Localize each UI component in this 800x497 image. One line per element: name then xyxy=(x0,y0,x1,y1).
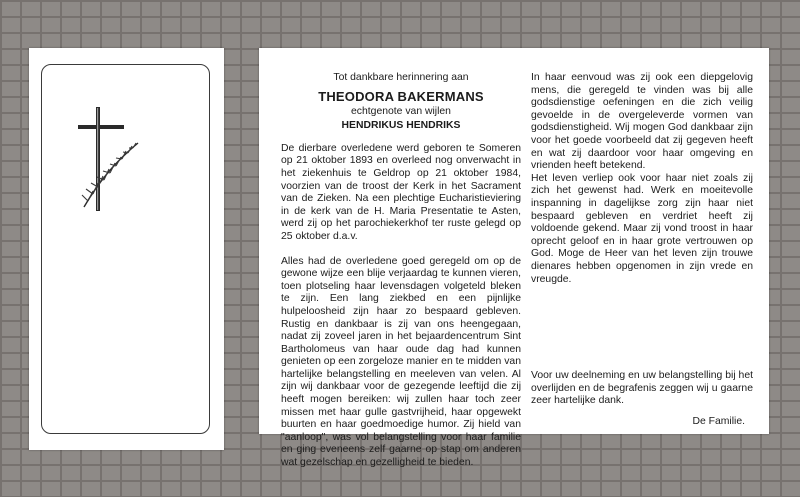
relation-line: echtgenote van wijlen xyxy=(351,105,451,117)
signature: De Familie. xyxy=(692,416,745,427)
biography-paragraph: De dierbare overledene werd geboren te Someren op 21 oktober 1893 en overleed nog onverwacht in het ziekenhuis te Geldrop op 21 oktober 1984, voorzien van de troost der Kerk in het Sacrament van de Zieken. Na een plechtige Eucharistieviering in de kerk van de H. Maria Presentatie te Asten, werd zij op het parochiekerkhof ter ruste gelegd op 25 oktober d.a.v. xyxy=(281,142,521,242)
thanks-paragraph: Voor uw deelneming en uw belangstelling bij het overlijden en de begrafenis zeggen wij u gaarne zeer hartelijke dank. xyxy=(531,370,753,407)
intro-line: Tot dankbare herinnering aan xyxy=(333,72,469,83)
cross-with-palm-icon xyxy=(78,103,142,213)
husband-name: HENDRIKUS HENDRIKS xyxy=(341,120,461,132)
right-column xyxy=(531,72,753,286)
memorial-card-text xyxy=(259,48,769,469)
deceased-name: THEODORA BAKERMANS xyxy=(318,88,484,104)
left-column xyxy=(281,72,521,470)
faith-paragraph: In haar eenvoud was zij ook een diepgelovig mens, die geregeld te vinden was bij alle godsdienstige oefeningen en die zich veilig gevoelde in de overgeleverde vormen van godsdienstigheid. Wij mogen God dankbaar zijn voor het goede voorbeeld dat zij gegeven heeft en wat zij daardoor voor haar omgeving en vrienden heeft betekend. xyxy=(531,72,753,172)
memorial-card-front xyxy=(29,48,224,450)
remembrance-paragraph: Alles had de overledene goed geregeld om op de gewone wijze een blije verjaardag te kunnen vieren, toen plotseling haar levensdagen volgeteld bleken te zijn. Een lang ziekbed en een pijnlijke hulpeloosheid zijn haar zo bespaard gebleven. Rustig en dankbaar is zij van ons heengegaan, nadat zij zoveel jaren in het bejaardencentrum Sint Bartholomeus van haar oude dag had kunnen genieten op een zorgeloze manier en te midden van hartelijke belangstelling en meeleven van velen. Al zijn wij dankbaar voor de gezegende leeftijd die zij heeft mogen bereiken: wij zullen haar toch zeer missen met haar gulle gastvrijheid, haar opgewekt buurten en haar goedmoedige humor. Zij hield van "aanloop", was vol belangstelling voor haar familie en ging eveneens zelf gaarne op stap om anderen wat gezelschap en gezelligheid te bieden. xyxy=(281,255,521,469)
card-frame xyxy=(41,64,210,434)
life-paragraph: Het leven verliep ook voor haar niet zoals zij zich het gewenst had. Werk en moeitevolle inspanning in dagelijkse zorg zijn haar niet bespaard gebleven en verdriet heeft zij voldoende gekend. Maar zij vond troost in haar oprecht geloof en in haar grote vertrouwen op God. Moge de Heer van het leven zijn trouwe dienares hebben opgenomen in zijn vrede en vreugde. xyxy=(531,172,753,285)
